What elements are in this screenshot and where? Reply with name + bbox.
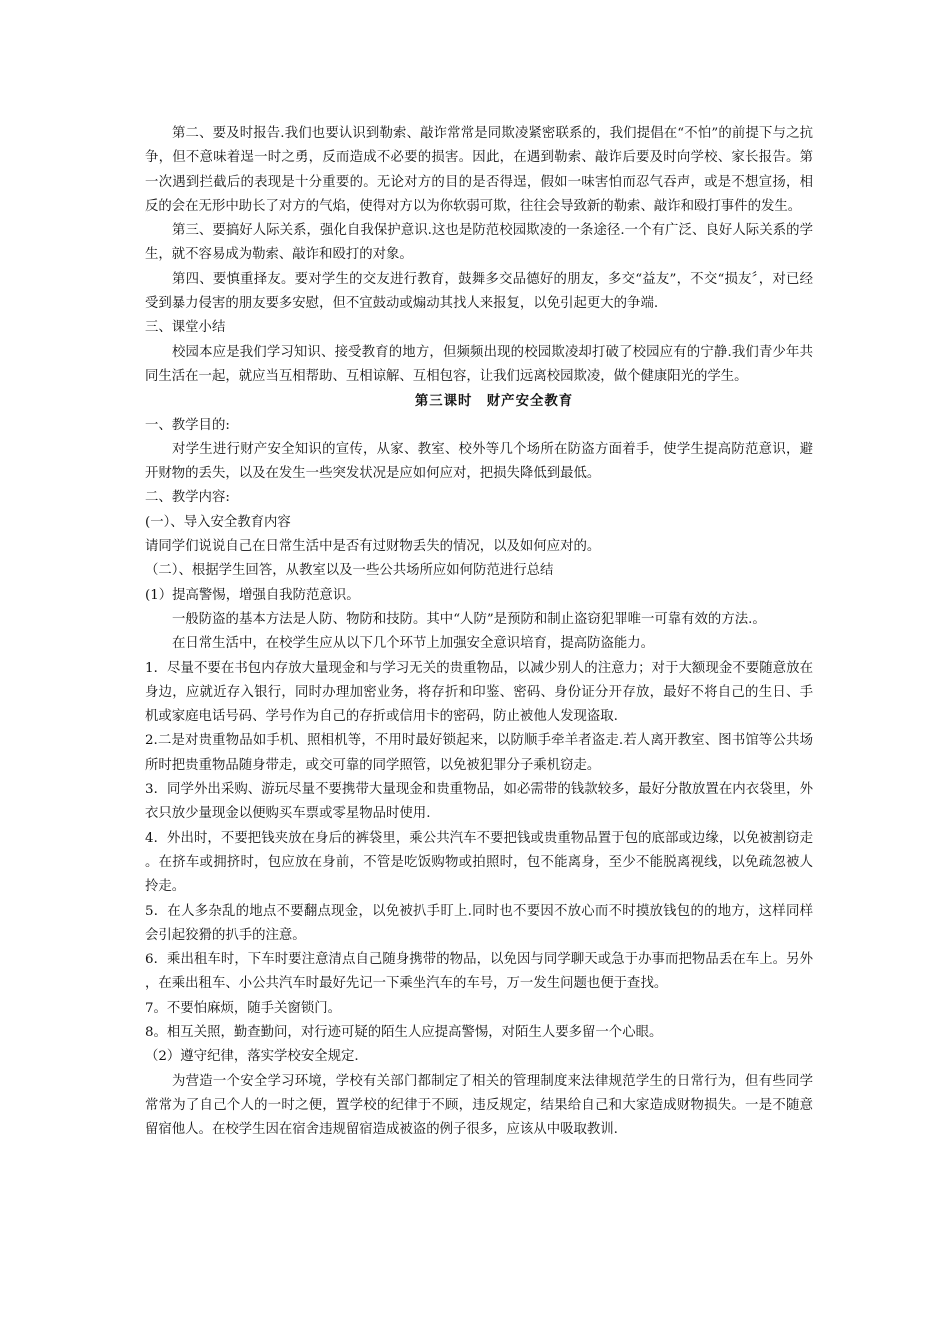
subsection-1-heading: (一）、导入安全教育内容 <box>145 514 291 530</box>
paragraph-relationships: 第三、要搞好人际关系，强化自我保护意识.这也是防范校园欺凌的一条途径.一个有广泛、良好人际关系的学生，就不容易成为勒索、敲诈和殴打的对象。 <box>145 223 813 263</box>
point-1-paragraph: 在日常生活中，在校学生应从以下几个环节上加强安全意识培育，提高防盗能力。 <box>172 636 655 652</box>
list-item: 3．同学外出采购、游玩尽量不要携带大量现金和贵重物品，如必需带的钱款较多，最好分散放置在内衣袋里，外衣只放少量现金以便购买车票或零星物品时使用. <box>145 782 813 822</box>
objectives-heading: 一、教学目的: <box>145 417 230 433</box>
subsection-2-heading: （二）、根据学生回答，从教室以及一些公共场所应如何防范进行总结 <box>145 563 554 579</box>
list-item: 1．尽量不要在书包内存放大量现金和与学习无关的贵重物品，以减少别人的注意力；对于大额现金不要随意放在身边，应就近存入银行，同时办理加密业务，将存折和印鉴、密码、身份证分开存放，最好不将自己的生日、手机或家庭电话号码、学号作为自己的存折或信用卡的密码，防止被他人发现盗取. <box>145 660 813 725</box>
summary-text: 校园本应是我们学习知识、接受教育的地方，但频频出现的校园欺凌却打破了校园应有的宁静.我们青少年共同生活在一起，就应当互相帮助、互相谅解、互相包容，让我们远离校园欺凌，做个健康阳光的学生。 <box>145 344 813 384</box>
list-item: 6．乘出租车时，下车时要注意清点自己随身携带的物品，以免因与同学聊天或急于办事而把物品丢在车上。另外，在乘出租车、小公共汽车时最好先记一下乘坐汽车的车号，万一发生问题也便于查找。 <box>145 952 813 992</box>
point-2-paragraph: 为营造一个安全学习环境，学校有关部门都制定了相关的管理制度来法律规范学生的日常行为，但有些同学常常为了自己个人的一时之便，置学校的纪律于不顾，违反规定，结果给自己和大家造成财物损失。一是不随意留宿他人。在校学生因在宿舍违规留宿造成被盗的例子很多，应该从中吸取教训. <box>145 1073 813 1138</box>
lesson-title: 第三课时 财产安全教育 <box>414 393 574 410</box>
paragraph-report: 第二、要及时报告.我们也要认识到勒索、敲诈常常是同欺凌紧密联系的，我们提倡在“不怕”的前提下与之抗争，但不意味着逞一时之勇，反而造成不必要的损害。因此，在遇到勒索、敲诈后要及时向学校、家长报告。第一次遇到拦截后的表现是十分重要的。无论对方的目的是否得逞，假如一味害怕而忍气吞声，或是不想宣扬，相反的会在无形中助长了对方的气焰，使得对方以为你软弱可欺，往往会导致新的勒索、敲诈和殴打事件的发生。 <box>145 126 813 214</box>
subsection-1-text: 请同学们说说自己在日常生活中是否有过财物丢失的情况，以及如何应对的。 <box>145 539 601 555</box>
document-page <box>145 122 813 1142</box>
list-item: 8。相互关照，勤查勤问，对行迹可疑的陌生人应提高警惕，对陌生人要多留一个心眼。 <box>145 1024 663 1040</box>
paragraph-friends: 第四、要慎重择友。要对学生的交友进行教育，鼓舞多交品德好的朋友，多交“益友”，不交“损友〞，对已经受到暴力侵害的朋友要多安慰，但不宜鼓动或煽动其找人来报复，以免引起更大的争端. <box>145 271 813 312</box>
list-item: 2.二是对贵重物品如手机、照相机等，不用时最好锁起来，以防顺手牵羊者盗走.若人离开教室、图书馆等公共场所时把贵重物品随身带走，或交可靠的同学照管，以免被犯罪分子乘机窃走。 <box>145 733 813 773</box>
objectives-text: 对学生进行财产安全知识的宣传，从家、教室、校外等几个场所在防盗方面着手，使学生提高防范意识，避开财物的丢失，以及在发生一些突发状况是应如何应对，把损失降低到最低。 <box>145 441 813 482</box>
point-2-heading: （2）遵守纪律，落实学校安全规定. <box>145 1049 359 1065</box>
content-heading: 二、教学内容: <box>145 490 230 506</box>
list-item: 4．外出时，不要把钱夹放在身后的裤袋里，乘公共汽车不要把钱或贵重物品置于包的底部或边缘，以免被割窃走。在挤车或拥挤时，包应放在身前，不管是吃饭购物或拍照时，包不能离身，至少不能脱离视线，以免疏忽被人拎走。 <box>145 830 813 895</box>
list-item: 7。不要怕麻烦，随手关窗锁门。 <box>145 1000 341 1016</box>
summary-heading: 三、课堂小结 <box>145 320 226 336</box>
point-1-paragraph: 一般防盗的基本方法是人防、物防和技防。其中“人防”是预防和制止盗窃犯罪唯一可靠有效的方法.。 <box>172 611 766 627</box>
list-item: 5．在人多杂乱的地点不要翻点现金，以免被扒手盯上.同时也不要因不放心而不时摸放钱包的的地方，这样同样会引起狡猾的扒手的注意。 <box>145 903 813 943</box>
point-1-heading: (1）提高警惕，增强自我防范意识。 <box>145 587 360 603</box>
